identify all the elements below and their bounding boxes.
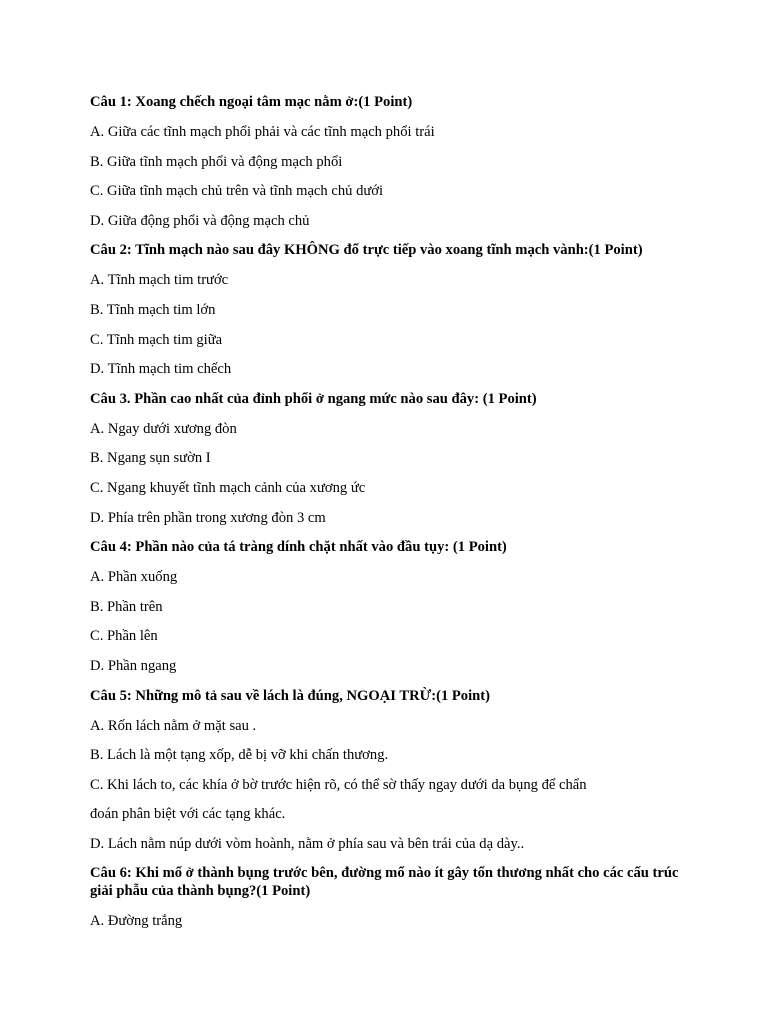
question-2-title: Câu 2: Tĩnh mạch nào sau đây KHÔNG đổ trực tiếp vào xoang tĩnh mạch vành:(1 Point) xyxy=(90,242,643,259)
question-3-option-c: C. Ngang khuyết tĩnh mạch cảnh của xương ức xyxy=(90,479,366,496)
question-5-option-d: D. Lách nằm núp dưới vòm hoành, nằm ở phía sau và bên trái của dạ dày.. xyxy=(90,835,525,852)
question-1-option-b: B. Giữa tĩnh mạch phổi và động mạch phổi xyxy=(90,153,343,170)
question-5-title: Câu 5: Những mô tả sau về lách là đúng, NGOẠI TRỪ:(1 Point) xyxy=(90,687,490,704)
question-2-option-c: C. Tĩnh mạch tim giữa xyxy=(90,331,223,348)
question-5-option-c: C. Khi lách to, các khía ở bờ trước hiện rõ, có thể sờ thấy ngay dưới da bụng để chẩn xyxy=(90,776,587,793)
question-3-title: Câu 3. Phần cao nhất của đỉnh phổi ở ngang mức nào sau đây: (1 Point) xyxy=(90,390,537,407)
question-1-option-a: A. Giữa các tĩnh mạch phổi phải và các tĩnh mạch phổi trái xyxy=(90,124,435,140)
question-4-option-b: B. Phần trên xyxy=(90,598,163,615)
question-2-option-a: A. Tĩnh mạch tim trước xyxy=(90,272,229,289)
question-2-option-d: D. Tĩnh mạch tim chếch xyxy=(90,361,232,378)
question-1-option-c: C. Giữa tĩnh mạch chủ trên và tĩnh mạch chủ dưới xyxy=(90,183,384,200)
question-4-option-d: D. Phần ngang xyxy=(90,657,177,674)
question-3-option-d: D. Phía trên phần trong xương đòn 3 cm xyxy=(90,509,326,526)
question-5-option-b: B. Lách là một tạng xốp, dễ bị vỡ khi chấn thương. xyxy=(90,747,389,764)
question-3-option-b: B. Ngang sụn sườn I xyxy=(90,450,211,467)
question-4-option-a: A. Phần xuống xyxy=(90,569,178,586)
document-page xyxy=(90,93,690,942)
question-5-option-a: A. Rốn lách nằm ở mặt sau . xyxy=(90,717,257,734)
question-6-title: Câu 6: Khi mổ ở thành bụng trước bên, đường mổ nào ít gây tổn thương nhất cho các cấu trúc giải phẫu của thành bụng?(1 Point) xyxy=(90,865,679,900)
question-5-option-c-continued: đoán phân biệt với các tạng khác. xyxy=(90,806,286,823)
question-6-option-a: A. Đường trắng xyxy=(90,913,183,930)
question-1-option-d: D. Giữa động phổi và động mạch chủ xyxy=(90,212,310,229)
question-2-option-b: B. Tĩnh mạch tim lớn xyxy=(90,301,216,318)
question-3-option-a: A. Ngay dưới xương đòn xyxy=(90,420,237,437)
question-4-option-c: C. Phần lên xyxy=(90,628,158,645)
question-4-title: Câu 4: Phần nào của tá tràng dính chặt nhất vào đầu tụy: (1 Point) xyxy=(90,539,507,556)
question-1-title: Câu 1: Xoang chếch ngoại tâm mạc nằm ở:(1 Point) xyxy=(90,94,413,110)
